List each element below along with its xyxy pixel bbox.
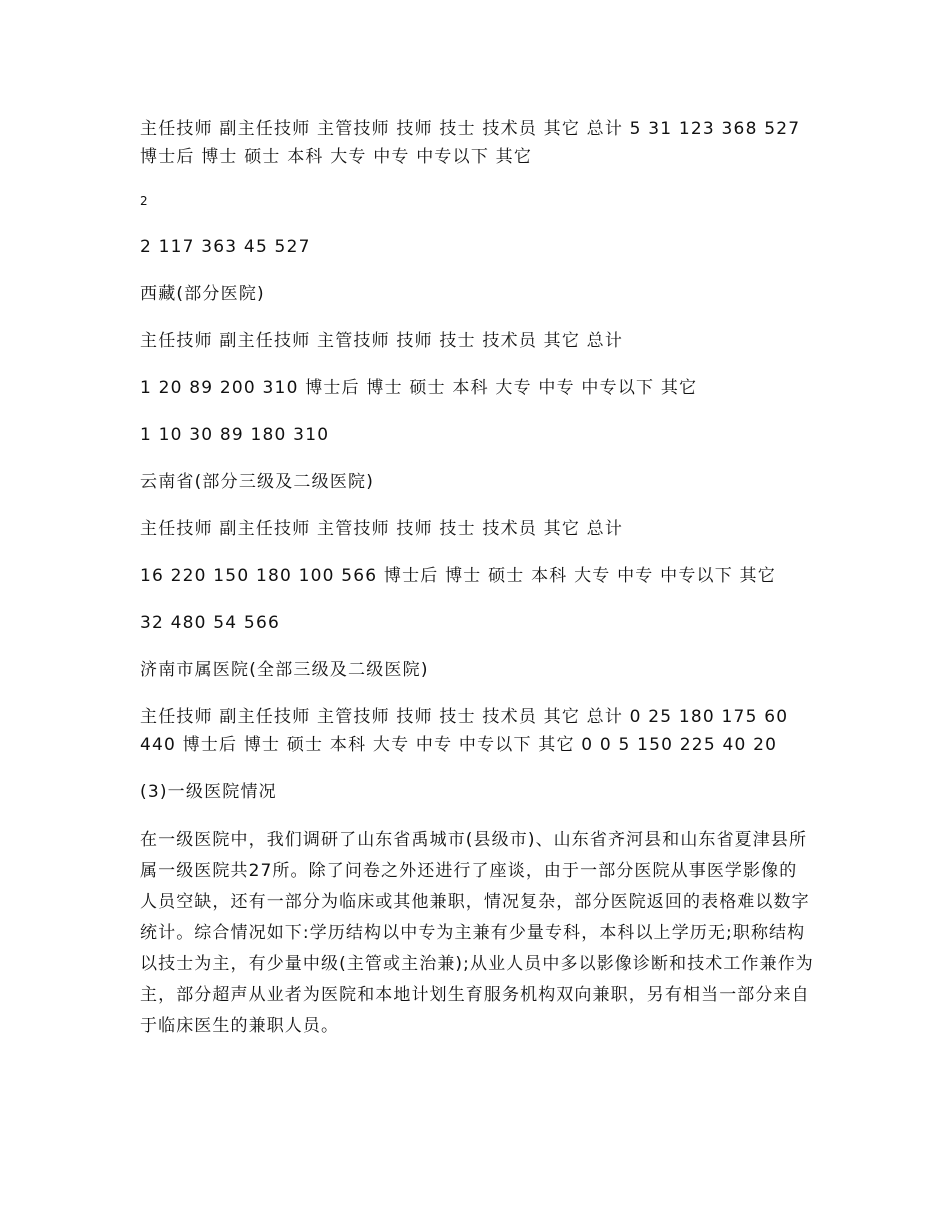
shandong-stats-text: 主任技师 副主任技师 主管技师 技师 技士 技术员 其它 总计 5 31 123 368 527 博士后 博士 硕士 本科 大专 中专 中专以下 其它 [140, 119, 807, 167]
tibet-heading: 西藏(部分医院) [140, 284, 265, 304]
document-page [140, 115, 815, 1042]
yunnan-education-values: 32 480 54 566 [140, 613, 280, 633]
jinan-stats-text: 主任技师 副主任技师 主管技师 技师 技士 技术员 其它 总计 0 25 180 175 60 440 博士后 博士 硕士 本科 大专 中专 中专以下 其它 0 0 5 150 225 40 20 [140, 707, 795, 755]
yunnan-title-values-and-education-row: 16 220 150 180 100 566 博士后 博士 硕士 本科 大专 中专 中专以下 其它 [140, 566, 776, 586]
jinan-heading: 济南市属医院(全部三级及二级医院) [140, 660, 429, 680]
tibet-title-values-and-education-row: 1 20 89 200 310 博士后 博士 硕士 本科 大专 中专 中专以下 其它 [140, 378, 698, 398]
yunnan-title-row: 主任技师 副主任技师 主管技师 技师 技士 技术员 其它 总计 [140, 519, 624, 539]
shandong-education-values: 2 117 363 45 527 [140, 237, 311, 257]
tibet-title-row: 主任技师 副主任技师 主管技师 技师 技士 技术员 其它 总计 [140, 331, 624, 351]
level-one-hospitals-paragraph: 在一级医院中，我们调研了山东省禹城市(县级市)、山东省齐河县和山东省夏津县所属一级医院共27所。除了问卷之外还进行了座谈，由于一部分医院从事医学影像的人员空缺，还有一部分为临床或其他兼职，情况复杂，部分医院返回的表格难以数字统计。综合情况如下:学历结构以中专为主兼有少量专科，本科以上学历无;职称结构以技士为主，有少量中级(主管或主治兼);从业人员中多以影像诊断和技术工作兼作为主，部分超声从业者为医院和本地计划生育服务机构双向兼职，另有相当一部分来自于临床医生的兼职人员。 [140, 830, 814, 1036]
yunnan-heading: 云南省(部分三级及二级医院) [140, 472, 375, 492]
tibet-education-values: 1 10 30 89 180 310 [140, 425, 330, 445]
section-heading-level-one-hospitals: (3)一级医院情况 [140, 782, 277, 802]
page-number: 2 [140, 194, 148, 208]
